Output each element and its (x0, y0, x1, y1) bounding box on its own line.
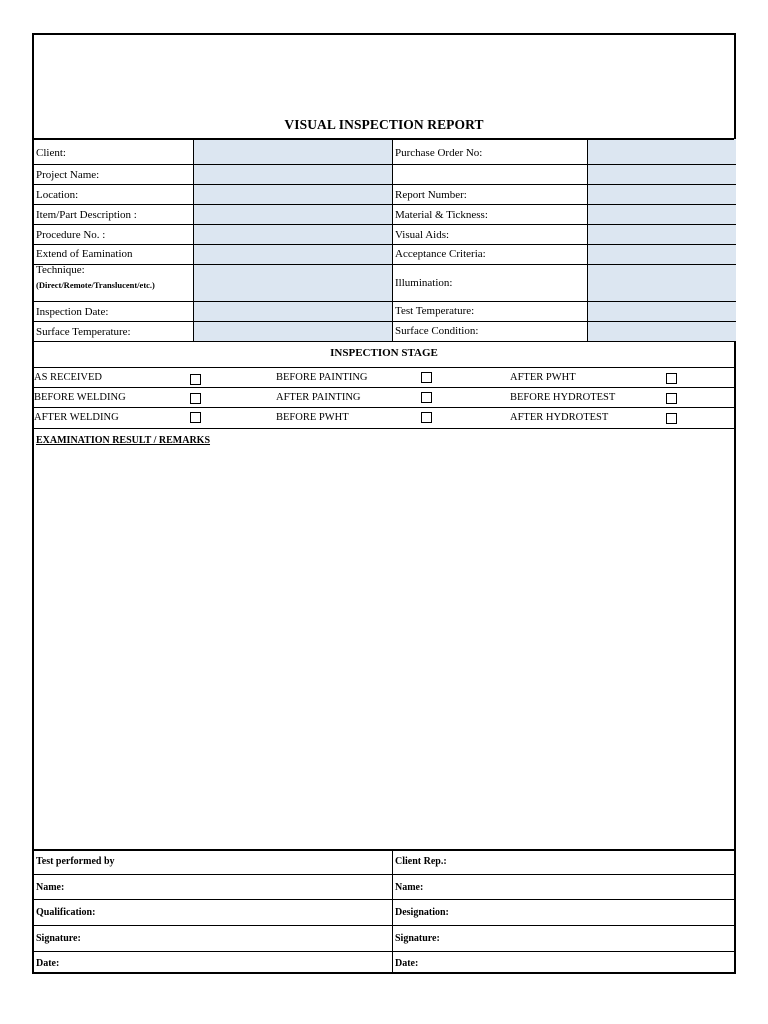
remarks-heading: EXAMINATION RESULT / REMARKS (36, 435, 211, 446)
stage-after-hydrotest-label: AFTER HYDROTEST (510, 412, 609, 423)
before-painting-checkbox[interactable] (421, 372, 432, 383)
stage-before-hydrotest-label: BEFORE HYDROTEST (510, 392, 616, 403)
illumination-label: Illumination: (395, 277, 453, 289)
before-hydrotest-checkbox[interactable] (666, 393, 677, 404)
stage-after-pwht-label: AFTER PWHT (510, 372, 576, 383)
purchase-order-value-field[interactable] (588, 139, 736, 164)
surface-temperature-value-field[interactable] (194, 322, 392, 341)
visual-aids-label: Visual Aids: (395, 229, 450, 241)
before-pwht-checkbox[interactable] (421, 412, 432, 423)
report-number-value-field[interactable] (588, 185, 736, 204)
divider (587, 138, 588, 341)
after-painting-checkbox[interactable] (421, 392, 432, 403)
inspection-report-form (32, 33, 736, 974)
item-description-value-field[interactable] (194, 205, 392, 224)
acceptance-criteria-label: Acceptance Criteria: (395, 248, 486, 260)
procedure-no-label: Procedure No. : (36, 229, 106, 241)
client-rep-label: Client Rep.: (395, 856, 447, 867)
surface-condition-value-field[interactable] (588, 322, 736, 341)
divider (34, 301, 734, 302)
location-label: Location: (36, 189, 79, 201)
client-rep-date-label: Date: (395, 958, 419, 969)
extend-of-examination-value-field[interactable] (194, 245, 392, 264)
as-received-checkbox[interactable] (190, 374, 201, 385)
divider (34, 407, 734, 408)
inspection-date-value-field[interactable] (194, 302, 392, 321)
visual-aids-value-field[interactable] (588, 225, 736, 244)
divider (34, 367, 734, 368)
stage-before-pwht-label: BEFORE PWHT (276, 412, 349, 423)
stage-after-painting-label: AFTER PAINTING (276, 392, 361, 403)
technique-label: Technique: (36, 264, 85, 276)
after-pwht-checkbox[interactable] (666, 373, 677, 384)
tester-signature-label: Signature: (36, 933, 81, 944)
purchase-order-extra-field[interactable] (588, 165, 736, 184)
procedure-no-value-field[interactable] (194, 225, 392, 244)
tester-qualification-label: Qualification: (36, 907, 96, 918)
divider (34, 874, 734, 875)
purchase-order-label: Purchase Order No: (395, 147, 483, 159)
test-performed-by-label: Test performed by (36, 856, 115, 867)
client-rep-signature-label: Signature: (395, 933, 440, 944)
tester-name-label: Name: (36, 882, 65, 893)
after-welding-checkbox[interactable] (190, 412, 201, 423)
remarks-area[interactable] (34, 448, 734, 848)
project-name-value-field[interactable] (194, 165, 392, 184)
after-hydrotest-checkbox[interactable] (666, 413, 677, 424)
stage-after-welding-label: AFTER WELDING (34, 412, 119, 423)
report-title: VISUAL INSPECTION REPORT (284, 117, 484, 132)
divider (392, 138, 393, 341)
divider (34, 164, 734, 165)
divider (34, 428, 734, 429)
stage-as-received-label: AS RECEIVED (34, 372, 102, 383)
item-description-label: Item/Part Description : (36, 209, 137, 221)
report-number-label: Report Number: (395, 189, 467, 201)
test-temperature-label: Test Temperature: (395, 305, 475, 317)
divider (34, 341, 734, 342)
inspection-date-label: Inspection Date: (36, 306, 109, 318)
divider (34, 925, 734, 926)
divider (34, 244, 734, 245)
inspection-stage-heading: INSPECTION STAGE (330, 347, 438, 359)
client-value-field[interactable] (194, 139, 392, 164)
divider (34, 138, 734, 140)
divider (34, 204, 734, 205)
surface-condition-label: Surface Condition: (395, 325, 479, 337)
location-value-field[interactable] (194, 185, 392, 204)
material-thickness-value-field[interactable] (588, 205, 736, 224)
before-welding-checkbox[interactable] (190, 393, 201, 404)
divider (34, 951, 734, 952)
material-thickness-label: Material & Tickness: (395, 209, 488, 221)
extend-of-examination-label: Extend of Eamination (36, 248, 133, 260)
illumination-value-field[interactable] (588, 265, 736, 301)
divider (34, 849, 734, 851)
divider (34, 899, 734, 900)
stage-before-painting-label: BEFORE PAINTING (276, 372, 368, 383)
divider (34, 264, 734, 265)
divider (34, 321, 734, 322)
client-rep-name-label: Name: (395, 882, 424, 893)
divider (193, 138, 194, 341)
divider (34, 224, 734, 225)
stage-before-welding-label: BEFORE WELDING (34, 392, 126, 403)
divider (34, 184, 734, 185)
technique-sublabel: (Direct/Remote/Translucent/etc.) (36, 280, 155, 290)
test-temperature-value-field[interactable] (588, 302, 736, 321)
technique-value-field[interactable] (194, 265, 392, 301)
tester-date-label: Date: (36, 958, 60, 969)
divider (34, 387, 734, 388)
acceptance-criteria-value-field[interactable] (588, 245, 736, 264)
divider (392, 849, 393, 974)
client-label: Client: (36, 147, 66, 159)
surface-temperature-label: Surface Temperature: (36, 326, 131, 338)
client-rep-designation-label: Designation: (395, 907, 449, 918)
project-name-label: Project Name: (36, 169, 100, 181)
